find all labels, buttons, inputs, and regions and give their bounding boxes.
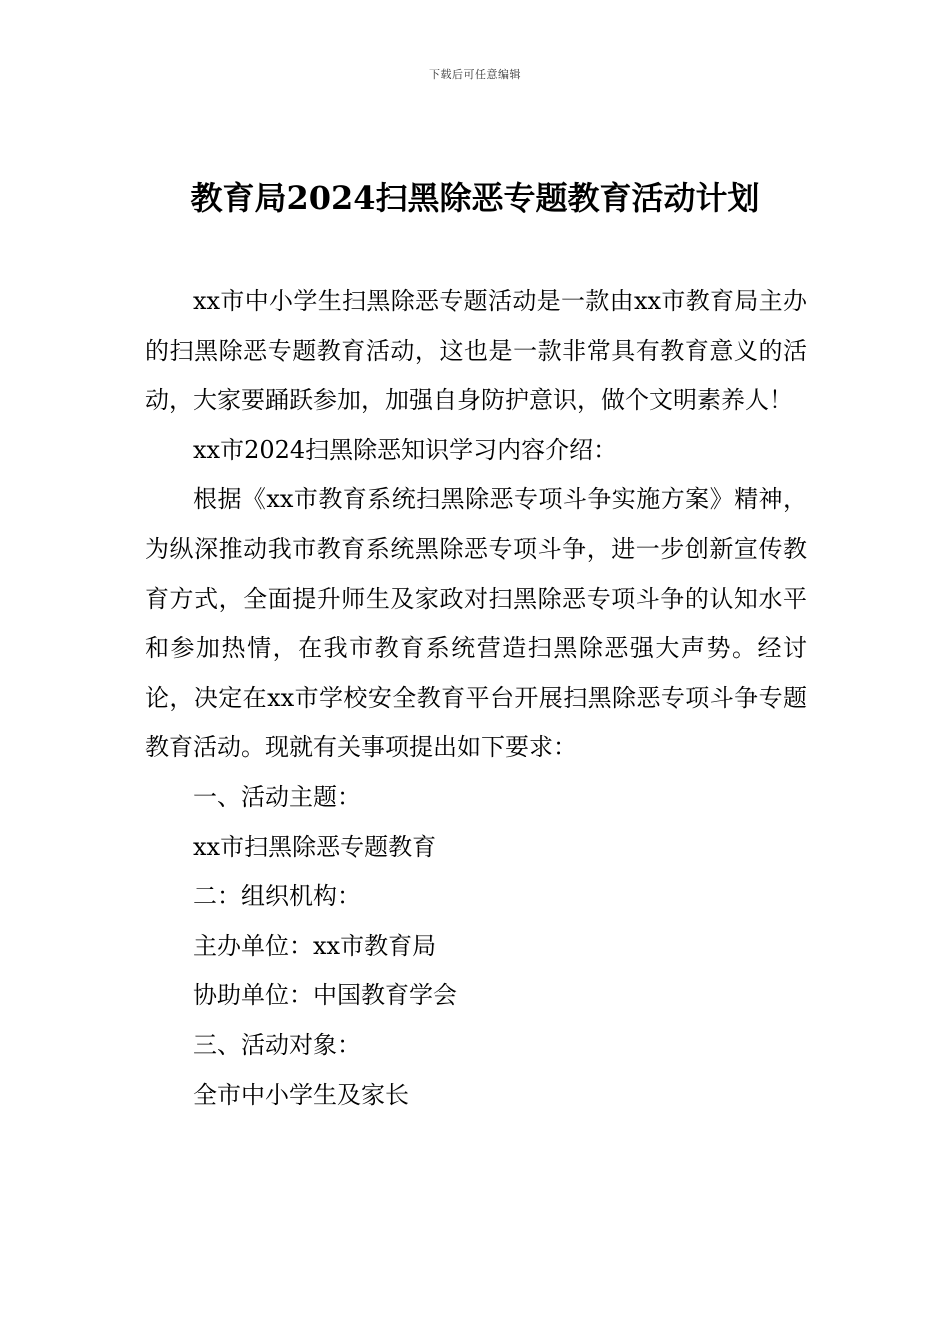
page-header-note: 下载后可任意编辑 — [429, 68, 521, 81]
section-heading-theme: 一、活动主题： — [193, 782, 361, 811]
paragraph-basis: 根据《xx市教育系统扫黑除恶专项斗争实施方案》精神，为纵深推动我市教育系统黑除恶专项斗争，进一步创新宣传教育方式，全面提升师生及家政对扫黑除恶专项斗争的认知水平和参加热情，在我市教育系统营造扫黑除恶强大声势。经讨论，决定在xx市学校安全教育平台开展扫黑除恶专项斗争专题教育活动。现就有关事项提出如下要求： — [145, 485, 807, 762]
document-title: 教育局2024扫黑除恶专题教育活动计划 — [190, 179, 760, 217]
section-heading-audience: 三、活动对象： — [193, 1030, 361, 1059]
document-body — [145, 277, 807, 1120]
paragraph-knowledge-heading: xx市2024扫黑除恶知识学习内容介绍： — [193, 435, 618, 464]
paragraph-intro: xx市中小学生扫黑除恶专题活动是一款由xx市教育局主办的扫黑除恶专题教育活动，这也是一款非常具有教育意义的活动，大家要踊跃参加，加强自身防护意识，做个文明素养人！ — [145, 287, 807, 415]
section-heading-organization: 二：组织机构： — [193, 882, 361, 911]
paragraph-audience: 全市中小学生及家长 — [193, 1080, 409, 1109]
paragraph-organizer: 主办单位：xx市教育局 — [193, 931, 437, 960]
paragraph-theme: xx市扫黑除恶专题教育 — [193, 832, 437, 861]
paragraph-co-organizer: 协助单位：中国教育学会 — [193, 981, 457, 1010]
